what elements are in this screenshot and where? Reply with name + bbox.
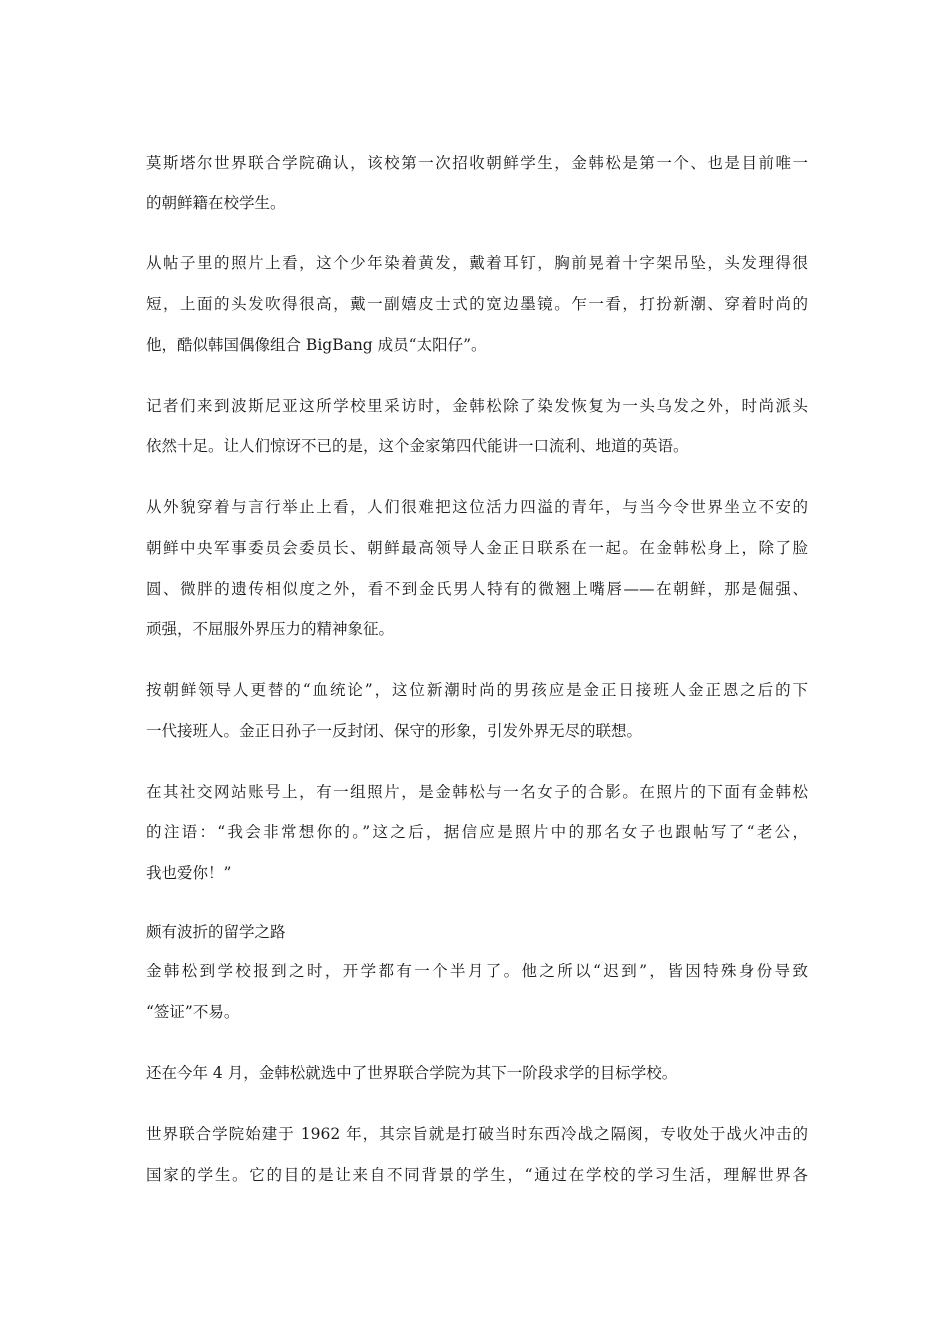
paragraph-5-line-2: 一代接班人。金正日孙子一反封闭、保守的形象，引发外界无尽的联想。 (146, 722, 643, 740)
paragraph-3-line-1: 记者们来到波斯尼亚这所学校里采访时，金韩松除了染发恢复为一头乌发之外，时尚派头 (146, 397, 808, 415)
paragraph-4-line-3: 圆、微胖的遗传相似度之外，看不到金氏男人特有的微翘上嘴唇——在朝鲜，那是倔强、 (146, 580, 808, 598)
paragraph-7-line-2: “签证”不易。 (146, 1003, 240, 1021)
paragraph-6-line-3: 我也爱你！” (146, 864, 232, 882)
paragraph-4-line-4: 顽强，不屈服外界压力的精神象征。 (146, 620, 395, 638)
paragraph-9-line-2: 国家的学生。它的目的是让来自不同背景的学生，“通过在学校的学习生活，理解世界各 (146, 1166, 808, 1184)
paragraph-5-line-1: 按朝鲜领导人更替的“血统论”，这位新潮时尚的男孩应是金正日接班人金正恩之后的下 (146, 681, 808, 699)
paragraph-6-line-1: 在其社交网站账号上，有一组照片，是金韩松与一名女子的合影。在照片的下面有金韩松 (146, 783, 808, 801)
paragraph-2-line-1: 从帖子里的照片上看，这个少年染着黄发，戴着耳钉，胸前晃着十字架吊坠，头发理得很 (146, 254, 808, 272)
paragraph-3-line-2: 依然十足。让人们惊讶不已的是，这个金家第四代能讲一口流利、地道的英语。 (146, 437, 689, 455)
paragraph-4-line-2: 朝鲜中央军事委员会委员长、朝鲜最高领导人金正日联系在一起。在金韩松身上，除了脸 (146, 539, 808, 557)
paragraph-1-line-2: 的朝鲜籍在校学生。 (146, 194, 286, 212)
paragraph-9-line-1: 世界联合学院始建于 1962 年，其宗旨就是打破当时东西冷战之隔阂，专收处于战火冲击的 (146, 1125, 808, 1143)
paragraph-1-line-1: 莫斯塔尔世界联合学院确认，该校第一次招收朝鲜学生，金韩松是第一个、也是目前唯一 (146, 154, 808, 172)
paragraph-6-line-2: 的注语：“我会非常想你的。”这之后，据信应是照片中的那名女子也跟帖写了“老公， (146, 823, 808, 841)
section-heading: 颇有波折的留学之路 (146, 923, 286, 941)
paragraph-4-line-1: 从外貌穿着与言行举止上看，人们很难把这位活力四溢的青年，与当今令世界坐立不安的 (146, 498, 808, 516)
paragraph-8-line-1: 还在今年 4 月，金韩松就选中了世界联合学院为其下一阶段求学的目标学校。 (146, 1064, 678, 1082)
paragraph-7-line-1: 金韩松到学校报到之时，开学都有一个半月了。他之所以“迟到”，皆因特殊身份导致 (146, 962, 808, 980)
paragraph-2-line-3: 他，酷似韩国偶像组合 BigBang 成员“太阳仔”。 (146, 336, 487, 354)
paragraph-2-line-2: 短，上面的头发吹得很高，戴一副嬉皮士式的宽边墨镜。乍一看，打扮新潮、穿着时尚的 (146, 295, 808, 313)
